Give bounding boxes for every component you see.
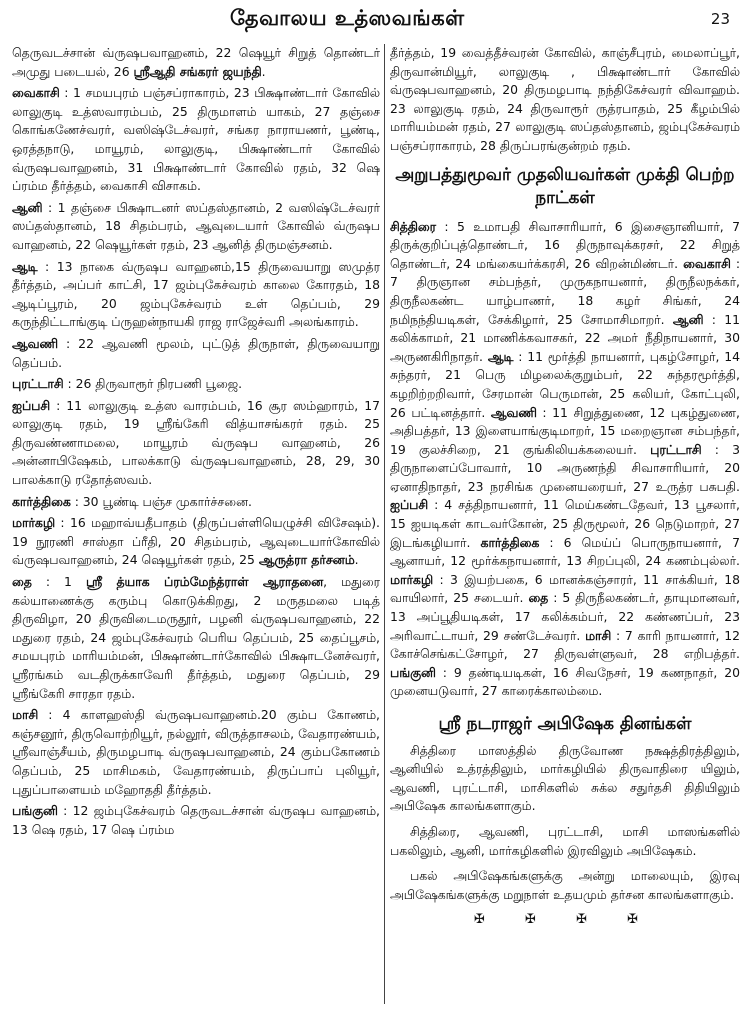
month-label: ஆருத்ரா தர்சனம் xyxy=(258,552,355,568)
month-label: ஆடி xyxy=(12,258,38,274)
festival-text: : 11 மூர்த்தி நாயனார், புகழ்சோழர், 14 சுந்தரர், 21 பெரு மிழலைக்குறும்பர், 22 சுந்தரமூர்த்தி, கழறிற்றறிவார், சேரமான் பெருமான், 25 கலியர், கோட்புலி, 26 பட்டினத்தார். xyxy=(390,348,741,420)
festival-text: : 3 திருநாளைப்போவார், 10 அருணந்தி சிவாசாரியார், 20 ஏனாதிநாதர், 23 நரசிங்க முனையரையர், 27 உருத்ர பசுபதி. xyxy=(390,441,740,494)
natarajar-paragraph: பகல் அபிஷேகங்களுக்கு அன்று மாலையும், இரவு அபிஷேகங்களுக்கு மறுநாள் உதயமும் தர்சன காலங்களாகும். xyxy=(390,868,740,902)
month-label: ஆவணி xyxy=(12,335,58,351)
month-label: ஆனி xyxy=(12,199,43,215)
month-festival-entry xyxy=(12,397,380,490)
month-label: ஆடி xyxy=(487,348,514,364)
festival-text: : 4 சத்திநாயனார், 11 மெய்கண்டதேவர், 13 பூசலார், 15 ஐயடிகள் காடவர்கோன், 25 திருமூலர், 26 நெடுமாறர், 27 இடங்கழியார். xyxy=(390,497,740,550)
month-label: தை xyxy=(12,574,32,590)
month-festival-entry xyxy=(12,493,380,512)
month-festival-entry xyxy=(12,375,380,394)
festival-text: : 12 ஜம்புகேச்வரம் தெருவடச்சான் வ்ருஷப வாஹனம், 13 ஷெ ரதம், 17 ஷெ ப்ரம்ம xyxy=(12,803,380,837)
page-title: தேவாலய உத்ஸவங்கள் xyxy=(230,6,465,30)
left-column xyxy=(12,44,380,842)
month-festival-entry xyxy=(12,84,380,196)
page-number: 23 xyxy=(710,10,730,28)
natarajar-heading: ஸ்ரீ நடராஜர் அபிஷேக தினங்கள் xyxy=(438,714,692,734)
festival-text: : 5 திருநீலகண்டர், தாயுமானவர், 13 அப்பூதியடிகள், 17 கலிக்கம்பர், 22 கண்ணப்பர், 23 அரிவாட்டாயர், 29 சண்டேச்வரர். xyxy=(390,590,740,643)
month-label: கார்த்திகை xyxy=(12,493,71,509)
festival-continuation: தீர்த்தம், 19 வைத்தீச்வரன் கோவில், காஞ்சீபுரம், மைலாப்பூர், திருவான்மியூர், லாலுகுடி , பிக்ஷாண்டார் கோவில் வ்ருஷபவாஹனம், 20 திருமழபாடி நந்திகேச்வரர் விவாஹம். 23 லாலுகுடி ரதம், 24 திருவாரூர் ருத்ரபாதம், 25 கீழம்பில் மாரியம்மன் ரதம், 27 லாலுகுடி ஸப்தஸ்தானம், ஜம்புகேச்வரம் பஞ்சப்ராகாரம், 28 திருப்பரங்குன்றம் ரதம். xyxy=(390,45,740,153)
month-label: சித்திரை xyxy=(390,218,437,234)
festival-text: : 3 இயற்பகை, 6 மானக்கஞ்சாரர், 11 சாக்கியர், 18 வாயிலார், 25 சடையர். xyxy=(390,571,740,606)
festival-text: : 5 உமாபதி சிவாசாரியார், 6 இசைஞானியார், 7 திருக்குறிப்புத்தொண்டர், 16 திருநாவுக்கரசர், 22 சிறுத் தொண்டர், 24 மங்கையர்க்கரசி, 26 விறன்மிண்டர். xyxy=(390,218,740,271)
festival-text: : 7 காரி நாயனார், 12 கோச்செங்கட்சோழர், 27 திருவள்ளுவர், 28 எறிபத்தர். xyxy=(390,627,740,662)
month-festival-entry xyxy=(12,802,380,839)
month-label: ஐப்பசி xyxy=(12,397,51,413)
column-divider xyxy=(384,44,385,1004)
month-label: மாசி xyxy=(585,627,612,643)
festival-text: . xyxy=(261,63,266,79)
month-label: ஸ்ரீஆதி சங்கரர் ஜயந்தி xyxy=(133,63,262,79)
month-label: தை xyxy=(528,590,549,606)
month-label: பங்குனி xyxy=(12,803,58,819)
festival-text: தெருவடச்சான் வ்ருஷபவாஹனம், 22 ஷெயூர் சிறுத் தொண்டர் அமுது படையல், 26 xyxy=(12,45,380,79)
month-label: ஆவணி xyxy=(490,404,537,420)
festival-text: : 13 நாகை வ்ருஷப வாஹனம்,15 திருவையாறு ஸமுத்ர தீர்த்தம், அப்பர் காட்சி, 17 ஜம்புகேச்வரம் காலை கோரதம், 18 ஆடிப்பூரம், 20 ஜம்புகேச்வரம் உள் தெப்பம், 29 கருந்திட்டாங்குடி ப்ருஹன்நாயகி ராஜ ராஜேச்வரி அலங்காரம். xyxy=(12,258,380,330)
festival-text: : 11 கலிக்காமர், 21 மாணிக்கவாசகர், 22 அமர் நீதிநாயனார், 30 அருணகிரிநாதர். xyxy=(390,311,740,364)
nayanmar-text xyxy=(390,218,740,701)
month-festival-entry xyxy=(12,258,380,332)
month-festival-entry xyxy=(12,199,380,255)
festival-text: : 26 திருவாரூர் நிரபணி பூஜை. xyxy=(63,376,243,392)
month-label: பங்குனி xyxy=(390,664,436,680)
month-festival-entry xyxy=(12,335,380,372)
natarajar-paragraph: சித்திரை மாஸத்தில் திருவோண நக்ஷத்திரத்திலும், ஆனியில் உத்ரத்திலும், மார்கழியில் திருவாதிரை யிலும், ஆவணி, புரட்டாசி, மாசிகளில் சுக்ல சதுர்தசி திதியிலும் அபிஷேக காலங்களாகும். xyxy=(390,742,740,814)
festival-text: : 30 பூண்டி பஞ்ச முகார்ச்சனை. xyxy=(70,493,252,509)
month-label: ஆனி xyxy=(672,311,704,327)
month-festival-entry xyxy=(12,514,380,570)
festival-text: : 11 சிறுத்துணை, 12 புகழ்துணை, அதிபத்தர், 13 இளையாங்குடிமாறர், 15 மறைஞான சம்பந்தர், 19 குலச்சிறை, 21 குங்கிலியக்கலையர். xyxy=(390,404,740,457)
festival-text: : 6 மெய்ப் பொருநாயனார், 7 ஆனாயர், 12 மூர்க்கநாயனார், 13 சிறப்புலி, 24 கணம்புல்லர். xyxy=(390,534,740,569)
festival-text: : 4 காளஹஸ்தி வ்ருஷபவாஹனம்.20 கும்ப கோணம், கஞ்சனூர், திருவொற்றியூர், நல்லூர், விருத்தாசலம், வேதாரண்யம், ஸ்ரீவாஞ்சீயம், திருமழபாடி வ்ருஷபவாஹனம், 24 கும்பகோணம் தெப்பம், 25 மாசிமகம், வேதாரண்யம், திருப்பாப் புலியூர், புதுப்பாளையம் மஹோததி தீர்த்தம். xyxy=(12,707,380,797)
month-festival-entry xyxy=(12,573,380,703)
festival-text: : 22 ஆவணி மூலம், புட்டுத் திருநாள், திருவையாறு தெப்பம். xyxy=(12,335,380,370)
month-label: வைகாசி xyxy=(12,85,60,101)
festival-text: : 1 சமயபுரம் பஞ்சப்ராகாரம், 23 பிக்ஷாண்டார் கோவில் லாலுகுடி உத்ஸவாரம்பம், 25 திருமாளம் யாகம், 27 தஞ்சை கொங்கணேச்வரர், வஸிஷ்டேச்வரர், சங்கர நாராயணர், பூண்டி, ஒரத்தநாடு, மாயூரம், லாலுகுடி, பிக்ஷாண்டார் கோவில் வ்ருஷபவாஹனம், 31 பிக்ஷாண்டார் கோவில் ரதம், 32 ஷெ ப்ரம்ம தீர்த்தம், வைகாசி விசாகம். xyxy=(12,85,380,194)
festival-text: : 11 லாலுகுடி உத்ஸ வாரம்பம், 16 சூர ஸம்ஹாரம், 17 லாலுகுடி ரதம், 19 ஸ்ரீங்கேரி வித்யாசங்கரர் ரதம். 25 திருவண்ணாமலை, மாயூரம் வ்ருஷப வாஹனம், 26 அன்னாபிஷேகம், பாலக்காடு வ்ருஷபவாஹனம், 28, 29, 30 பாலக்காடு ரதோத்ஸவம். xyxy=(12,397,380,488)
festival-text: : 1 xyxy=(31,574,86,590)
month-label: புரட்டாசி xyxy=(650,441,702,457)
nayanmar-heading: அறுபத்துமூவர் முதலியவர்கள் முக்தி பெற்ற நாட்கள் xyxy=(395,164,735,208)
festival-text: . xyxy=(354,552,359,568)
month-label: மாசி xyxy=(12,707,39,723)
festival-text: , மதுரை கல்யாணைக்கு கரும்பு கொடுக்கிறது, 2 மருதமலை படித் திருவிழா, 20 திருவிடைமருதூர், பழனி வ்ருஷபவாஹனம், 22 மதுரை ரதம், 24 ஜம்புகேச்வரம் பெரிய தெப்பம், 25 தைப்பூசம், சமயபுரம் மாரியம்மன், பிக்ஷாண்டார்கோவில் பிக்ஷாடனேச்வரர், ஸ்ரீரங்கம் வடதிருக்காவேரி தீர்த்தம், மதுரை தெப்பம், 29 ஸ்ரீங்கேரி சாரதா ரதம். xyxy=(12,574,380,701)
month-label: ஐப்பசி xyxy=(390,497,429,513)
right-column xyxy=(390,44,740,930)
month-label: கார்த்திகை xyxy=(480,534,540,550)
ornament-divider: ✠ ✠ ✠ ✠ xyxy=(474,912,656,928)
month-festival-entry xyxy=(12,706,380,799)
month-festival-entry xyxy=(12,44,380,81)
month-label: புரட்டாசி xyxy=(12,376,64,392)
festival-text: : 7 திருஞான சம்பந்தர், முருகநாயனார், திருநீலநக்கர், திருநீலகண்ட யாழ்பாணர், 18 கழர் சிங்கர், 24 நமிநந்தியடிகள், சேக்கிழார், 25 சோமாசிமாறர். xyxy=(390,255,740,327)
festival-text: : 1 தஞ்சை பிக்ஷாடனர் ஸப்தஸ்தானம், 2 வஸிஷ்டேச்வரர் ஸப்தஸ்தானம், 18 சிதம்பரம், ஆவுடையார் கோவில் வ்ருஷப வாஹனம், 22 ஷெயூர்கள் ரதம், 23 ஆனித் திருமஞ்சனம். xyxy=(12,199,380,252)
natarajar-section xyxy=(390,742,740,905)
month-label: மார்கழி xyxy=(12,515,56,531)
month-label: மார்கழி xyxy=(390,571,434,587)
page-header xyxy=(0,6,750,40)
month-label: வைகாசி xyxy=(683,255,731,271)
festival-text: : 9 தண்டியடிகள், 16 சிவநேசர், 19 கணநாதர், 20 முனையடுவார், 27 காரைக்காலம்மை. xyxy=(390,664,740,699)
natarajar-paragraph: சித்திரை, ஆவணி, புரட்டாசி, மாசி மாஸங்களில் பகலிலும், ஆனி, மார்கழிகளில் இரவிலும் அபிஷேகம். xyxy=(390,823,740,858)
month-label: ஸ்ரீ த்யாக ப்ரம்மேந்த்ராள் ஆராதனை xyxy=(85,574,324,590)
festival-text: : 16 மஹாவ்யதீபாதம் (திருப்பள்ளியெழுச்சி விசேஷம்). 19 நூரணி சாஸ்தா ப்ரீதி, 20 சிதம்பரம், ஆவுடையார்கோவில் வ்ருஷபவாஹனம், 24 ஷெயூர்கள் ரதம், 25 xyxy=(12,515,380,568)
